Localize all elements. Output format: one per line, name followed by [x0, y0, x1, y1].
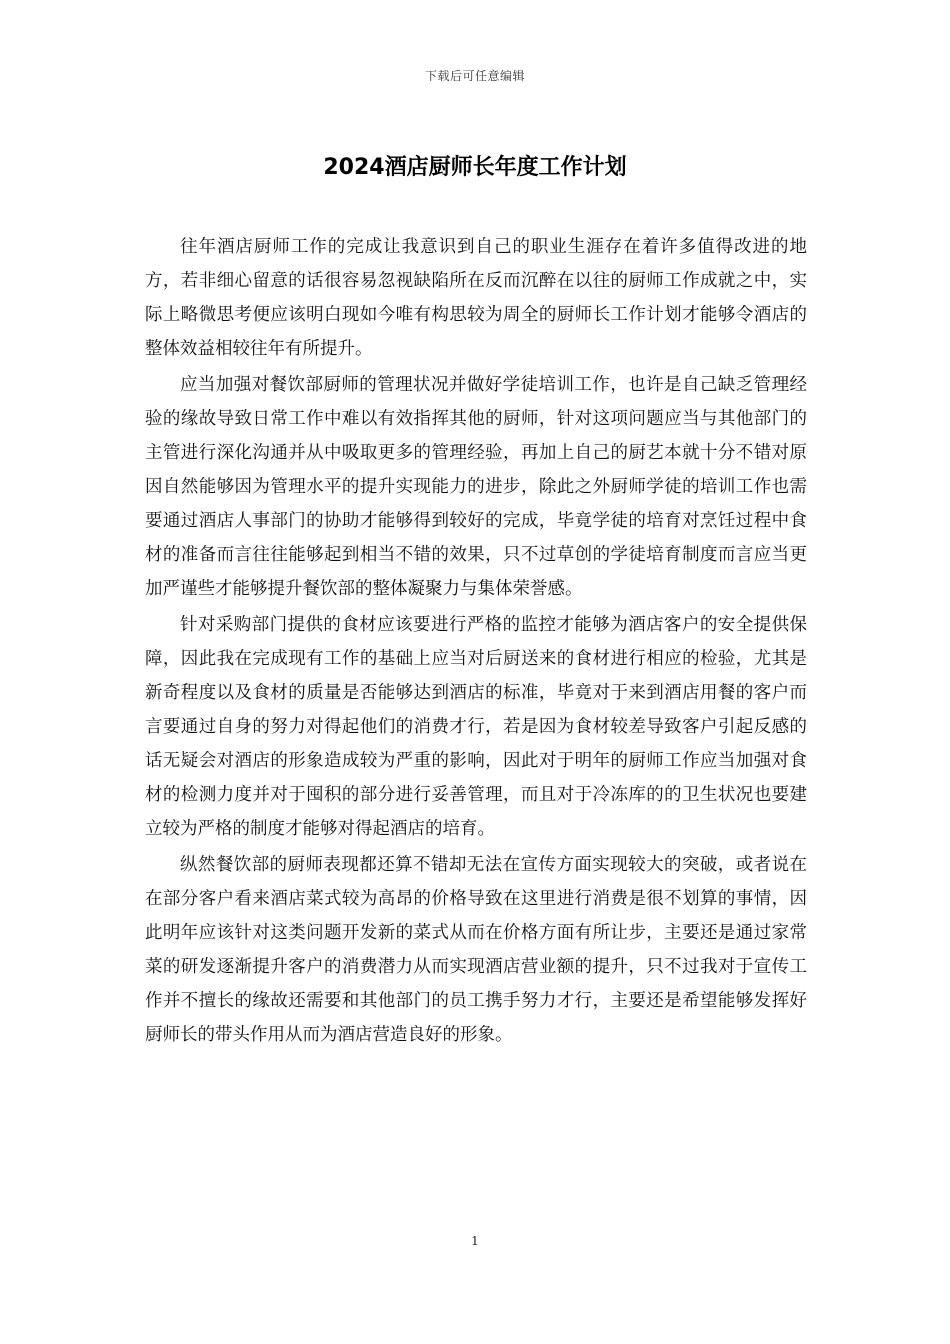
paragraph-4: 纵然餐饮部的厨师表现都还算不错却无法在宣传方面实现较大的突破，或者说在在部分客户看来酒店菜式较为高昂的价格导致在这里进行消费是很不划算的事情，因此明年应该针对这类问题开发新的菜式从而在价格方面有所让步，主要还是通过家常菜的研发逐渐提升客户的消费潜力从而实现酒店营业额的提升，只不过我对于宣传工作并不擅长的缘故还需要和其他部门的员工携手努力才行，主要还是希望能够发挥好厨师长的带头作用从而为酒店营造良好的形象。 [145, 855, 807, 1045]
document-body [145, 230, 807, 1054]
page-number: 1 [471, 1234, 479, 1248]
header-note: 下载后可任意编辑 [424, 69, 525, 83]
document-title: 2024酒店厨师长年度工作计划 [323, 155, 627, 180]
paragraph-1: 往年酒店厨师工作的完成让我意识到自己的职业生涯存在着许多值得改进的地方，若非细心留意的话很容易忽视缺陷所在反而沉醉在以往的厨师工作成就之中，实际上略微思考便应该明白现如今唯有构思较为周全的厨师长工作计划才能够令酒店的整体效益相较往年有所提升。 [145, 237, 807, 359]
paragraph-2: 应当加强对餐饮部厨师的管理状况并做好学徒培训工作，也许是自己缺乏管理经验的缘故导致日常工作中难以有效指挥其他的厨师，针对这项问题应当与其他部门的主管进行深化沟通并从中吸取更多的管理经验，再加上自己的厨艺本就十分不错对原因自然能够因为管理水平的提升实现能力的进步，除此之外厨师学徒的培训工作也需要通过酒店人事部门的协助才能够得到较好的完成，毕竟学徒的培育对烹饪过程中食材的准备而言往往能够起到相当不错的效果，只不过草创的学徒培育制度而言应当更加严谨些才能够提升餐饮部的整体凝聚力与集体荣誉感。 [145, 375, 807, 599]
paragraph-3: 针对采购部门提供的食材应该要进行严格的监控才能够为酒店客户的安全提供保障，因此我在完成现有工作的基础上应当对后厨送来的食材进行相应的检验，尤其是新奇程度以及食材的质量是否能够达到酒店的标准，毕竟对于来到酒店用餐的客户而言要通过自身的努力对得起他们的消费才行，若是因为食材较差导致客户引起反感的话无疑会对酒店的形象造成较为严重的影响，因此对于明年的厨师工作应当加强对食材的检测力度并对于囤积的部分进行妥善管理，而且对于冷冻库的的卫生状况也要建立较为严格的制度才能够对得起酒店的培育。 [145, 615, 807, 839]
